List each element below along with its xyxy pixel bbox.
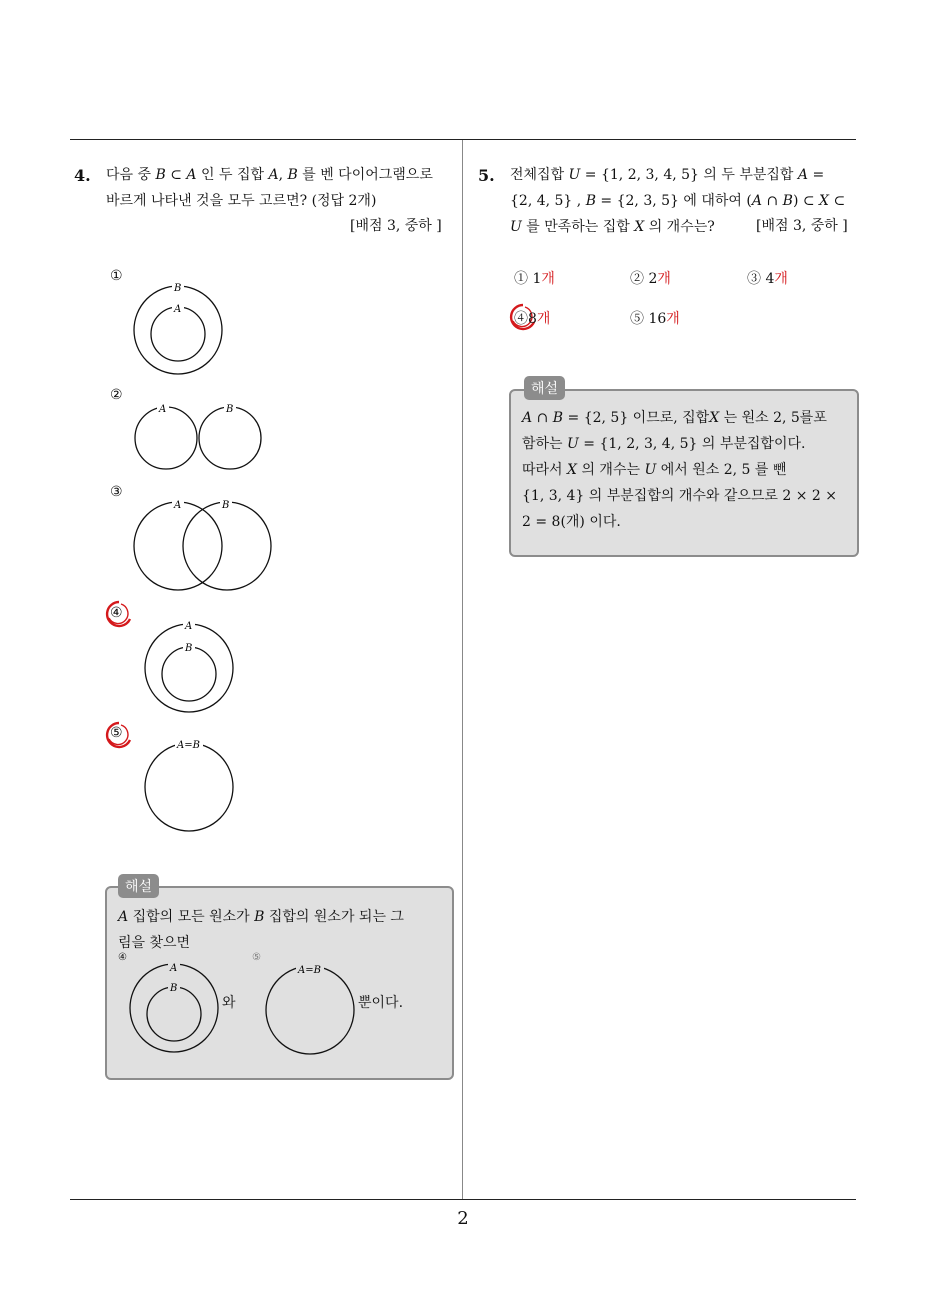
q4-solution-diagram-2 [262,962,362,1058]
q4-option-2-number[interactable]: ② [110,387,123,403]
svg-text:B: B [170,983,178,994]
q4-option-3-diagram[interactable] [125,492,280,597]
q4-option-4-number[interactable]: ④ [110,605,123,621]
svg-text:A: A [174,304,182,315]
q4-score: [배점 3, 중하 ] [350,218,442,234]
q4-solution-text: A 집합의 모든 원소가 B 집합의 원소가 되는 그 림을 찾으면 [118,909,404,951]
q5-solution-tag: 해설 [524,376,565,400]
q5-option-1[interactable]: ① 1개 [514,271,555,287]
svg-text:A=B: A=B [177,740,200,751]
q5-score: [배점 3, 중하 ] [756,218,848,234]
q4-option-1-diagram[interactable] [125,280,235,380]
q5-number: 5. [478,166,495,185]
q4-solution-diagram-1-number: ④ [118,952,127,963]
q4-option-5-diagram[interactable] [135,736,245,836]
page-number: 2 [457,1208,469,1229]
q5-option-5[interactable]: ⑤ 16개 [630,311,680,327]
q5-option-2[interactable]: ② 2개 [630,271,671,287]
q4-solution-diagram-2-number: ⑤ [252,952,261,963]
svg-text:B: B [226,404,234,415]
q4-number: 4. [74,166,91,185]
column-divider [462,140,463,1200]
svg-text:A: A [174,500,182,511]
q4-option-1-number[interactable]: ① [110,268,123,284]
svg-text:A: A [159,404,167,415]
q4-solution-end: 뿐이다. [358,995,404,1011]
svg-text:A: A [185,621,193,632]
q5-option-3[interactable]: ③ 4개 [747,271,788,287]
svg-text:B: B [185,643,193,654]
q5-solution-text: A ∩ B = {2, 5} 이므로, 집합X 는 원소 2, 5를포 함하는 U = {1, 2, 3, 4, 5} 의 부분집합이다. 따라서 X 의 개수는 U 에서 원소 2, 5 를 뺀 {1, 3, 4} 의 부분집합의 개수와 같으므로 2 × 2 × 2 = 8(개) 이다. [522,410,838,530]
svg-text:B: B [222,500,230,511]
q4-option-3-number[interactable]: ③ [110,484,123,500]
q4-solution-wa: 와 [222,995,236,1011]
q5-option-4[interactable]: ④8개 [514,311,551,327]
svg-text:A: A [170,963,178,974]
q4-option-2-diagram[interactable] [125,400,270,475]
q4-option-5-number[interactable]: ⑤ [110,725,123,741]
bottom-rule [70,1199,856,1200]
q4-option-4-diagram[interactable] [135,615,245,720]
svg-text:B: B [174,283,182,294]
q4-solution-tag: 해설 [118,874,159,898]
q5-question: 전체집합 U = {1, 2, 3, 4, 5} 의 두 부분집합 A = {2, 4, 5} , B = {2, 3, 5} 에 대하여 (A ∩ B) ⊂ X ⊂ U 를 만족하는 집합 X 의 개수는? [510,167,846,235]
svg-text:A=B: A=B [298,965,321,976]
q4-question: 다음 중 B ⊂ A 인 두 집합 A, B 를 벤 다이어그램으로 바르게 나타낸 것을 모두 고르면? (정답 2개) [106,167,433,209]
q4-solution-diagram-1 [126,960,226,1056]
top-rule [70,139,856,140]
